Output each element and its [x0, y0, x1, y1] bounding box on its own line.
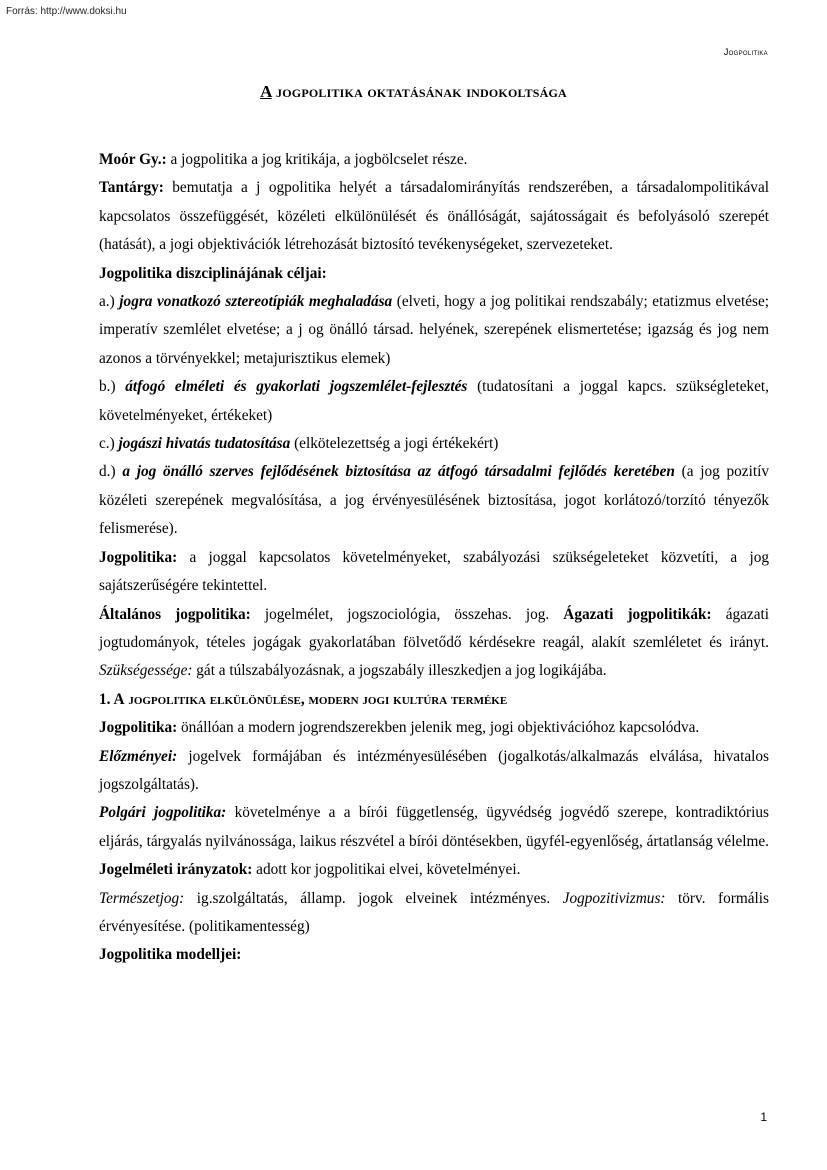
- bold-term: Moór Gy.:: [99, 151, 167, 168]
- bold-italic-term: Polgári jogpolitika:: [99, 804, 227, 822]
- running-header: Jogpolitika: [723, 47, 768, 57]
- list-label: c.): [99, 435, 115, 453]
- paragraph-text: (a jog pozitív közéleti szerepének megvalósítása, a jog érvényesülésének biztosítása, jogot korlátozó/torzító tényezők felismerése).: [99, 463, 769, 538]
- bold-italic-term: Előzményei:: [99, 747, 178, 765]
- paragraph-text: jogelmélet, jogszociológia, összehas. jog.: [250, 605, 564, 623]
- paragraph-celjai-heading: [99, 260, 769, 288]
- list-item-a: [99, 288, 769, 373]
- bold-term: Általános jogpolitika:: [99, 605, 251, 623]
- italic-term: Jogpozitivizmus:: [562, 889, 666, 907]
- list-label: d.): [99, 463, 116, 481]
- paragraph-altalanos: [99, 601, 769, 686]
- paragraph-jogpolitika-modern: [99, 714, 769, 742]
- paragraph-text: ig.szolgáltatás, államp. jogok elveinek intézményes.: [184, 889, 563, 907]
- page-number: 1: [760, 1110, 767, 1124]
- section-heading: Jogpolitika diszciplinájának céljai:: [99, 264, 327, 282]
- bold-term: Tantárgy:: [99, 179, 164, 197]
- bold-italic-term: jogászi hivatás tudatosítása: [118, 435, 291, 453]
- paragraph-termeszetjog: [99, 885, 769, 942]
- paragraph-jogpolitika-def: [99, 544, 769, 601]
- list-item-c: [99, 430, 769, 458]
- source-label: Forrás: http://www.doksi.hu: [6, 6, 127, 17]
- paragraph-modelljei: [99, 941, 769, 969]
- title-first-letter: A: [260, 82, 272, 101]
- page-title: [0, 82, 827, 102]
- paragraph-elozmenyei: [99, 743, 769, 800]
- paragraph-text: jogelvek formájában és intézményesülésében (jogalkotás/alkalmazás elválása, hivatalos jogszolgáltatás).: [99, 747, 769, 793]
- bold-italic-term: jogra vonatkozó sztereotípiák meghaladása: [119, 293, 393, 311]
- paragraph-text: adott kor jogpolitikai elvei, követelményei.: [252, 861, 521, 879]
- list-label: a.): [99, 293, 115, 311]
- list-item-d: [99, 458, 769, 543]
- section-heading-1: [99, 686, 769, 714]
- italic-term: Szükségessége:: [99, 662, 193, 680]
- bold-term: Jogpolitika:: [99, 719, 178, 737]
- list-item-b: [99, 373, 769, 430]
- paragraph-text: a joggal kapcsolatos követelményeket, szabályozási szükségeleteket közvetíti, a jog sajátszerűségére tekintettel.: [99, 548, 769, 595]
- italic-term: Természetjog:: [99, 889, 185, 907]
- bold-term: Ágazati jogpolitikák:: [563, 605, 712, 623]
- paragraph-text: bemutatja a j ogpolitika helyét a társadalomirányítás rendszerében, a társadalompolitikával kapcsolatos összefüggését, közéleti elkülönülését és önállóságát, sajátosságait és befolyásoló szerepét (hatását), a jogi objektivációk létrehozását biztosító tevékenységeket, szervezeteket.: [99, 179, 769, 254]
- document-body: [99, 146, 769, 970]
- bold-italic-term: átfogó elméleti és gyakorlati jogszemlélet-fejlesztés: [125, 378, 468, 396]
- section-title: jogpolitika elkülönülése, modern jogi kultúra terméke: [124, 690, 508, 708]
- list-label: b.): [99, 378, 116, 396]
- section-heading: Jogpolitika modelljei:: [99, 946, 242, 964]
- paragraph-text: (elkötelezettség a jogi értékekért): [290, 435, 499, 453]
- bold-term: Jogelméleti irányzatok:: [99, 861, 253, 879]
- section-number: 1. A: [99, 690, 125, 708]
- paragraph-text: ágazati jogtudományok, tételes jogágak gyakorlatában fölvetődő kérdésekre reagál, alakít szemléletet és irányt.: [99, 605, 770, 651]
- paragraph-text: (elveti, hogy a jog politikai rendszabály; etatizmus elvetése; imperatív szemlélet elvetése; a j og önálló társad. helyének, szerepének elismertetése; igazság és jog nem azonos a törvényekkel; metajurisztikus elemek): [99, 293, 769, 367]
- paragraph-text: gát a túlszabályozásnak, a jogszabály illeszkedjen a jog logikájába.: [192, 662, 607, 680]
- paragraph-moor: [99, 146, 769, 174]
- paragraph-text: a jogpolitika a jog kritikája, a jogbölcselet része.: [166, 151, 468, 168]
- paragraph-text: önállóan a modern jogrendszerekben jelenik meg, jogi objektivációhoz kapcsolódva.: [177, 719, 700, 737]
- paragraph-text: törv. formális érvényesítése. (politikamentesség): [99, 889, 769, 935]
- paragraph-text: követelménye a a bírói függetlenség, ügyvédség jogvédő szerepe, kontradiktórius eljárás, tárgyalás nyilvánossága, laikus részvétel a bírói döntésekben, ügyfél-egyenlőség, ártatlanság vélelme.: [99, 804, 769, 850]
- paragraph-polgari: [99, 799, 769, 884]
- paragraph-tantargy: [99, 174, 769, 259]
- bold-italic-term: a jog önálló szerves fejlődésének biztosítása az átfogó társadalmi fejlődés keretében: [122, 463, 675, 481]
- bold-term: Jogpolitika:: [99, 548, 178, 566]
- paragraph-text: (tudatosítani a joggal kapcs. szükségleteket, követelményeket, értékeket): [99, 378, 769, 424]
- title-text: jogpolitika oktatásának indokoltsága: [271, 82, 567, 101]
